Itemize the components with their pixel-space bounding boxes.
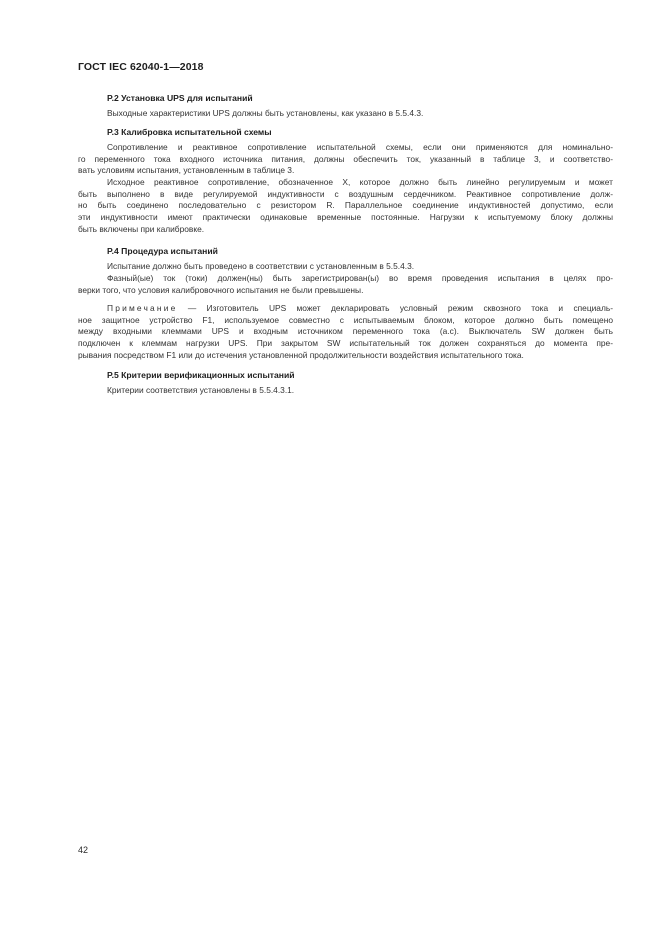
text-line: го переменного тока входного источника питания, должны обеспечить ток, указанный в таблице 3, и соответство- <box>78 153 613 164</box>
text-line: быть выполнено в виде регулируемой индуктивности с воздушным сердечником. Реактивное сопротивление долж- <box>78 188 613 199</box>
paragraph-p5 <box>78 385 613 397</box>
text-line: Фазный(ые) ток (токи) должен(ны) быть зарегистрирован(ы) во время проведения испытания в целях про- <box>107 273 613 283</box>
section-title-p2: P.2 Установка UPS для испытаний <box>107 93 253 103</box>
text-line: Выходные характеристики UPS должны быть установлены, как указано в 5.5.4.3. <box>107 108 424 118</box>
text-line: быть включены при калибровке. <box>78 223 205 234</box>
text-line: подключен к клеммам нагрузки UPS. При закрытом SW испытательный ток должен сохраняться до момента пре- <box>78 338 613 349</box>
note-label: Примечание <box>107 303 178 313</box>
text-line: Испытание должно быть проведено в соответствии с установленным в 5.5.4.3. <box>107 261 415 271</box>
text-line: Исходное реактивное сопротивление, обозначенное X, которое должно быть линейно регулируемым и может <box>107 177 613 187</box>
text-line: Критерии соответствия установлены в 5.5.4.3.1. <box>107 385 295 395</box>
section-title-p3: P.3 Калибровка испытательной схемы <box>107 127 272 137</box>
paragraph-p2 <box>78 108 613 120</box>
paragraph-p3-1 <box>78 142 613 177</box>
text-line: но быть соединено последовательно с резистором R. Параллельное соединение индуктивностей допустимо, если <box>78 200 613 211</box>
paragraph-p4-2 <box>78 273 613 296</box>
text-line: вать условиям испытания, установленным в таблице 3. <box>78 165 295 176</box>
text-line: между входными клеммами UPS и входным источником переменного тока (a.c). Выключатель SW должен быть <box>78 326 613 337</box>
text-line: верки того, что условия калибровочного испытания не были превышены. <box>78 284 364 295</box>
text-line: эти индуктивности имеют практически одинаковые временные постоянные. Нагрузки к испытуемому блоку должны <box>78 212 613 223</box>
document-header: ГОСТ IEC 62040-1—2018 <box>78 61 204 73</box>
note-text: — Изготовитель UPS может декларировать условный режим сквозного тока и специаль- <box>177 303 613 313</box>
note-p4 <box>78 303 613 361</box>
text-line: Сопротивление и реактивное сопротивление испытательной схемы, если они применяются для номинально- <box>107 142 613 152</box>
paragraph-p4-1 <box>78 261 613 273</box>
text-line: ное защитное устройство F1, используемое совместно с испытываемым блоком, которое должно быть помещено <box>78 314 613 325</box>
note-line-first <box>78 303 613 315</box>
section-title-p5: P.5 Критерии верификационных испытаний <box>107 370 295 380</box>
paragraph-p3-2 <box>78 177 613 235</box>
text-line: рывания посредством F1 или до истечения установленной продолжительности воздействия испытательного тока. <box>78 349 524 360</box>
section-title-p4: P.4 Процедура испытаний <box>107 246 218 256</box>
page-number: 42 <box>78 845 89 855</box>
